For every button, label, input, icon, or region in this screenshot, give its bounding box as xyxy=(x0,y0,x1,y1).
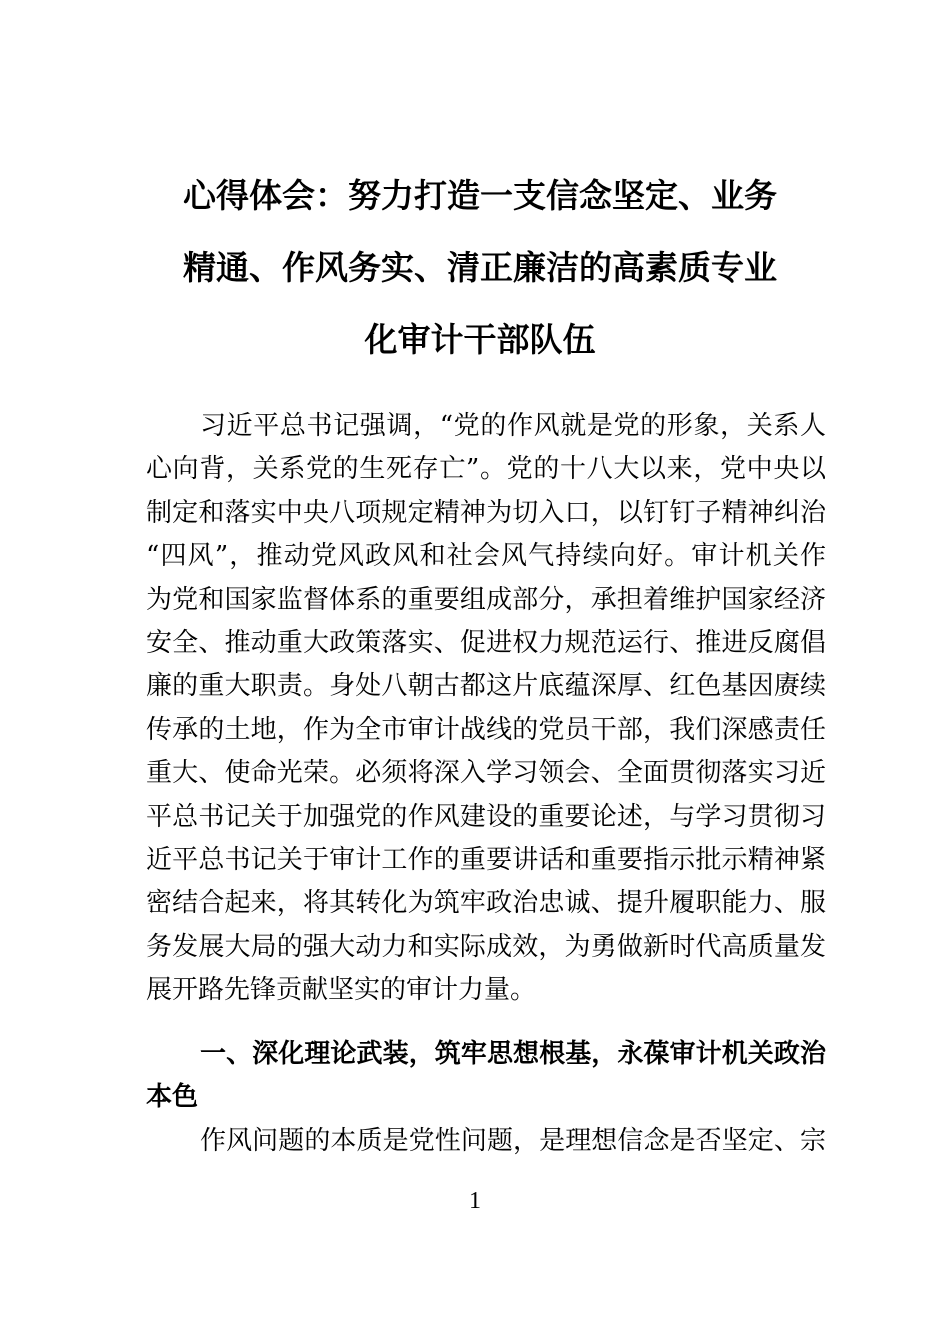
text-line: 重大、使命光荣。必须将深入学习领会、全面贯彻落实习近 xyxy=(146,758,826,789)
section-heading xyxy=(146,1033,826,1120)
text-line: 制定和落实中央八项规定精神为切入口，以钉钉子精神纠治 xyxy=(146,497,826,528)
document-title xyxy=(140,160,820,376)
heading-line: 本色 xyxy=(146,1082,199,1113)
text-line: 密结合起来，将其转化为筑牢政治忠诚、提升履职能力、服 xyxy=(146,888,826,919)
text-line: 务发展大局的强大动力和实际成效，为勇做新时代高质量发 xyxy=(146,931,826,962)
title-line: 精通、作风务实、清正廉洁的高素质专业 xyxy=(183,248,777,287)
text-line: 传承的土地，作为全市审计战线的党员干部，我们深感责任 xyxy=(146,714,826,745)
text-line: 安全、推动重大政策落实、促进权力规范运行、推进反腐倡 xyxy=(146,628,826,659)
text-line: 平总书记关于加强党的作风建设的重要论述，与学习贯彻习 xyxy=(146,801,826,832)
text-line: 习近平总书记强调，“党的作风就是党的形象，关系人 xyxy=(200,411,826,441)
heading-line: 一、深化理论武装，筑牢思想根基，永葆审计机关政治 xyxy=(200,1039,826,1069)
text-line: 为党和国家监督体系的重要组成部分，承担着维护国家经济 xyxy=(146,584,826,615)
section-paragraph xyxy=(146,1120,826,1163)
title-line: 心得体会：努力打造一支信念坚定、业务 xyxy=(183,176,777,215)
text-line: “四风”，推动党风政风和社会风气持续向好。审计机关作 xyxy=(146,541,826,572)
intro-paragraph xyxy=(146,405,826,1013)
text-line: 心向背，关系党的生死存亡”。党的十八大以来，党中央以 xyxy=(146,454,826,485)
title-line: 化审计干部队伍 xyxy=(364,320,596,359)
page-number: 1 xyxy=(469,1188,481,1214)
text-line: 作风问题的本质是党性问题，是理想信念是否坚定、宗 xyxy=(200,1126,826,1156)
text-line: 展开路先锋贡献坚实的审计力量。 xyxy=(146,975,537,1006)
text-line: 近平总书记关于审计工作的重要讲话和重要指示批示精神紧 xyxy=(146,845,826,876)
text-line: 廉的重大职责。身处八朝古都这片底蕴深厚、红色基因赓续 xyxy=(146,671,826,702)
